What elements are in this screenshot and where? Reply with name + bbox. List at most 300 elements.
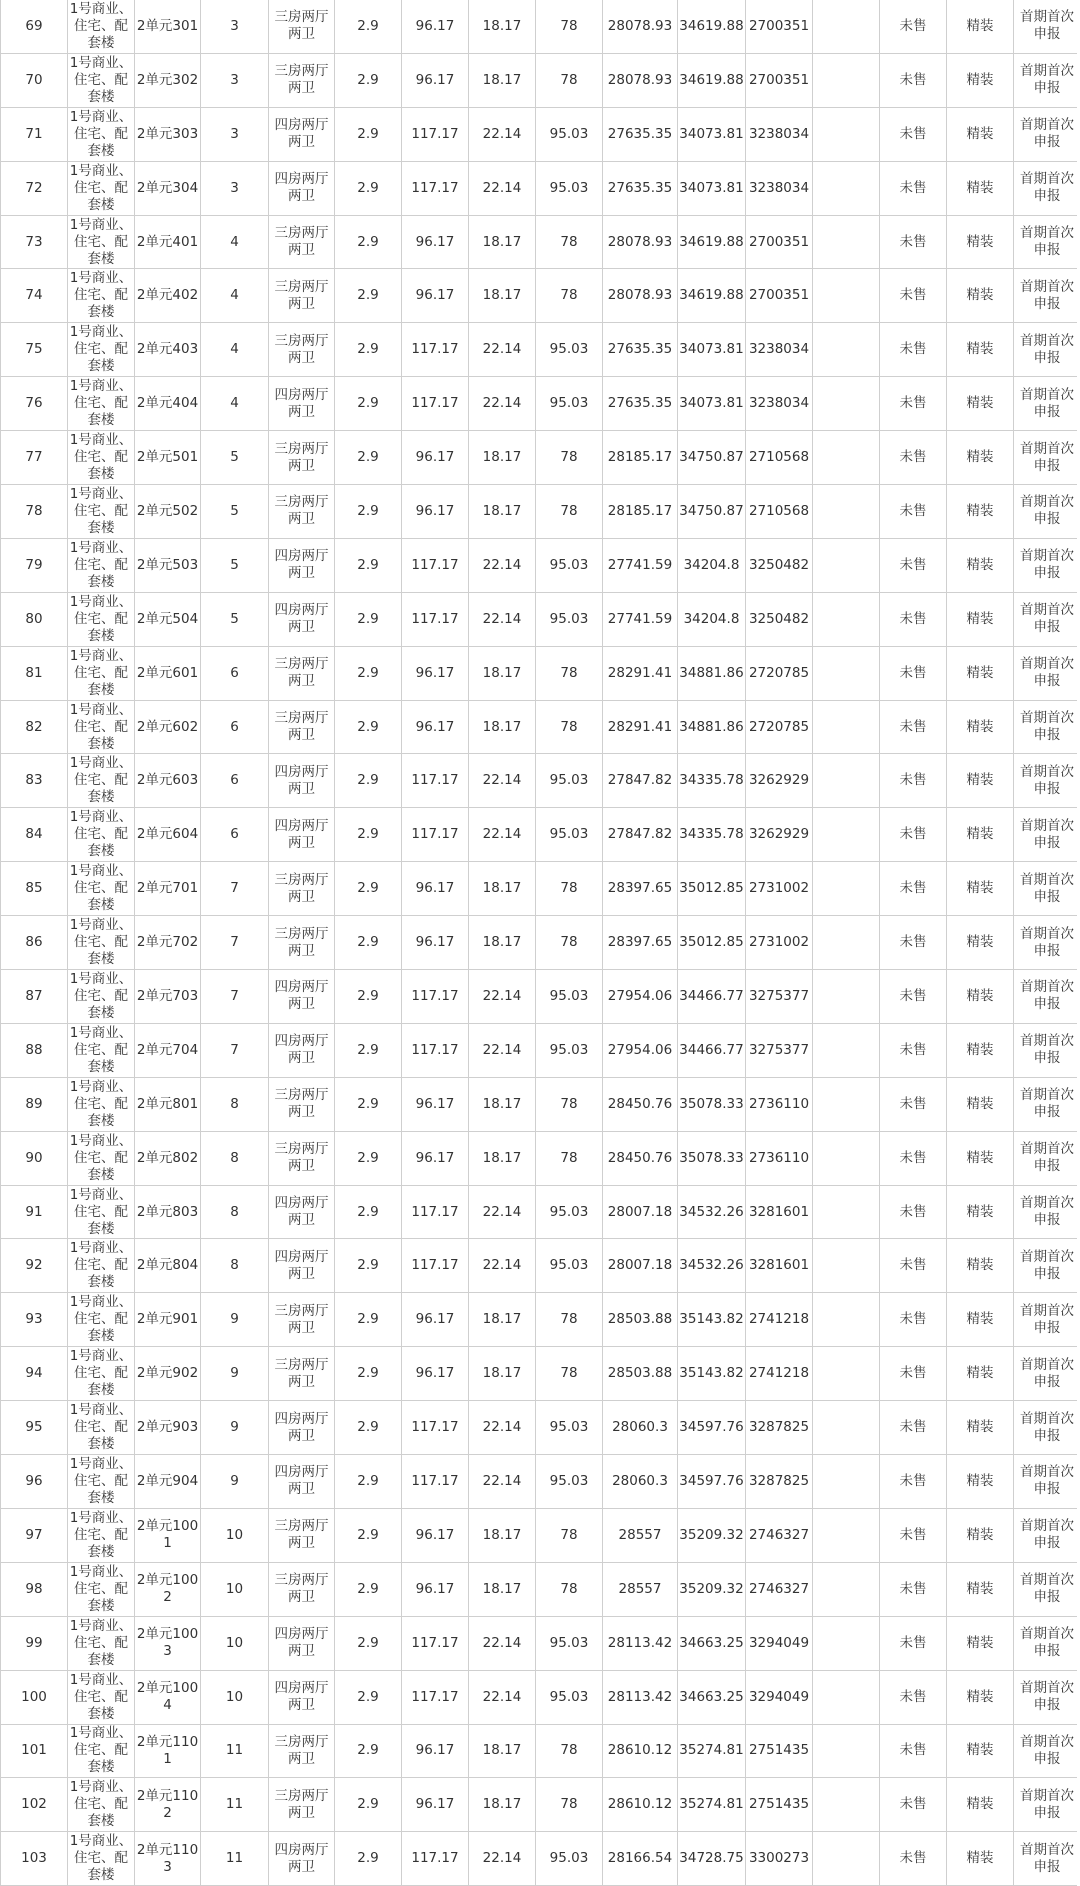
- floor-cell: 6: [201, 754, 269, 808]
- floor-cell: 7: [201, 862, 269, 916]
- total-price-cell: 2751435: [746, 1778, 813, 1832]
- table-row: [1, 1670, 1080, 1724]
- floor-cell: 5: [201, 431, 269, 485]
- batch-cell: 首期首次申报: [1014, 1401, 1080, 1455]
- table-row: [1, 538, 1080, 592]
- inner-unit-price-cell: 35078.33: [678, 1077, 746, 1131]
- batch-cell: 首期首次申报: [1014, 916, 1080, 970]
- building-area-cell: 117.17: [402, 323, 469, 377]
- building-cell: 1号商业、住宅、配套楼: [68, 1185, 135, 1239]
- note-cell: [813, 1401, 880, 1455]
- layout-cell: 三房两厅两卫: [269, 0, 335, 53]
- decoration-cell: 精装: [947, 754, 1014, 808]
- floor-height-cell: 2.9: [335, 1670, 402, 1724]
- batch-cell: 首期首次申报: [1014, 1131, 1080, 1185]
- decoration-cell: 精装: [947, 1131, 1014, 1185]
- note-cell: [813, 1023, 880, 1077]
- decoration-cell: 精装: [947, 431, 1014, 485]
- sale-status-cell: 未售: [880, 970, 947, 1024]
- batch-cell: 首期首次申报: [1014, 1077, 1080, 1131]
- row-number-cell: 72: [1, 161, 68, 215]
- layout-cell: 四房两厅两卫: [269, 592, 335, 646]
- building-cell: 1号商业、住宅、配套楼: [68, 161, 135, 215]
- building-area-cell: 96.17: [402, 269, 469, 323]
- shared-area-cell: 18.17: [469, 1077, 536, 1131]
- decoration-cell: 精装: [947, 1077, 1014, 1131]
- floor-height-cell: 2.9: [335, 485, 402, 539]
- building-area-cell: 117.17: [402, 1616, 469, 1670]
- inner-unit-price-cell: 34335.78: [678, 808, 746, 862]
- floor-cell: 4: [201, 215, 269, 269]
- floor-cell: 10: [201, 1670, 269, 1724]
- layout-cell: 三房两厅两卫: [269, 215, 335, 269]
- building-cell: 1号商业、住宅、配套楼: [68, 538, 135, 592]
- inner-area-cell: 95.03: [536, 1670, 603, 1724]
- layout-cell: 三房两厅两卫: [269, 1347, 335, 1401]
- unit-price-cell: 27741.59: [603, 538, 678, 592]
- table-row: [1, 485, 1080, 539]
- floor-cell: 3: [201, 107, 269, 161]
- total-price-cell: 2710568: [746, 485, 813, 539]
- building-cell: 1号商业、住宅、配套楼: [68, 1724, 135, 1778]
- room-number-cell: 2单元502: [135, 485, 201, 539]
- row-number-cell: 77: [1, 431, 68, 485]
- note-cell: [813, 538, 880, 592]
- shared-area-cell: 18.17: [469, 0, 536, 53]
- decoration-cell: 精装: [947, 1670, 1014, 1724]
- shared-area-cell: 22.14: [469, 538, 536, 592]
- row-number-cell: 92: [1, 1239, 68, 1293]
- layout-cell: 三房两厅两卫: [269, 1562, 335, 1616]
- building-area-cell: 96.17: [402, 700, 469, 754]
- sale-status-cell: 未售: [880, 754, 947, 808]
- building-area-cell: 117.17: [402, 161, 469, 215]
- batch-cell: 首期首次申报: [1014, 1185, 1080, 1239]
- room-number-cell: 2单元1001: [135, 1508, 201, 1562]
- inner-area-cell: 95.03: [536, 1023, 603, 1077]
- room-number-cell: 2单元1004: [135, 1670, 201, 1724]
- unit-price-cell: 28078.93: [603, 269, 678, 323]
- sale-status-cell: 未售: [880, 269, 947, 323]
- floor-height-cell: 2.9: [335, 1131, 402, 1185]
- decoration-cell: 精装: [947, 1832, 1014, 1886]
- table-row: [1, 754, 1080, 808]
- room-number-cell: 2单元702: [135, 916, 201, 970]
- floor-height-cell: 2.9: [335, 808, 402, 862]
- room-number-cell: 2单元603: [135, 754, 201, 808]
- room-number-cell: 2单元803: [135, 1185, 201, 1239]
- shared-area-cell: 18.17: [469, 1293, 536, 1347]
- unit-price-cell: 27954.06: [603, 1023, 678, 1077]
- row-number-cell: 91: [1, 1185, 68, 1239]
- building-area-cell: 117.17: [402, 970, 469, 1024]
- building-area-cell: 117.17: [402, 754, 469, 808]
- total-price-cell: 3262929: [746, 808, 813, 862]
- note-cell: [813, 1293, 880, 1347]
- inner-unit-price-cell: 34466.77: [678, 970, 746, 1024]
- batch-cell: 首期首次申报: [1014, 323, 1080, 377]
- row-number-cell: 76: [1, 377, 68, 431]
- unit-price-cell: 28291.41: [603, 700, 678, 754]
- row-number-cell: 88: [1, 1023, 68, 1077]
- floor-height-cell: 2.9: [335, 646, 402, 700]
- layout-cell: 四房两厅两卫: [269, 1023, 335, 1077]
- floor-cell: 7: [201, 970, 269, 1024]
- building-area-cell: 96.17: [402, 1293, 469, 1347]
- building-area-cell: 96.17: [402, 0, 469, 53]
- room-number-cell: 2单元903: [135, 1401, 201, 1455]
- batch-cell: 首期首次申报: [1014, 1616, 1080, 1670]
- floor-height-cell: 2.9: [335, 700, 402, 754]
- room-number-cell: 2单元902: [135, 1347, 201, 1401]
- inner-unit-price-cell: 34073.81: [678, 323, 746, 377]
- row-number-cell: 69: [1, 0, 68, 53]
- row-number-cell: 81: [1, 646, 68, 700]
- inner-area-cell: 78: [536, 1347, 603, 1401]
- building-cell: 1号商业、住宅、配套楼: [68, 1616, 135, 1670]
- room-number-cell: 2单元504: [135, 592, 201, 646]
- sale-status-cell: 未售: [880, 377, 947, 431]
- note-cell: [813, 485, 880, 539]
- inner-unit-price-cell: 35143.82: [678, 1347, 746, 1401]
- total-price-cell: 3238034: [746, 161, 813, 215]
- table-row: [1, 1562, 1080, 1616]
- floor-height-cell: 2.9: [335, 1077, 402, 1131]
- inner-unit-price-cell: 34073.81: [678, 161, 746, 215]
- layout-cell: 三房两厅两卫: [269, 1508, 335, 1562]
- unit-price-cell: 28113.42: [603, 1616, 678, 1670]
- sale-status-cell: 未售: [880, 1077, 947, 1131]
- table-row: [1, 1724, 1080, 1778]
- inner-area-cell: 95.03: [536, 1185, 603, 1239]
- building-cell: 1号商业、住宅、配套楼: [68, 1508, 135, 1562]
- decoration-cell: 精装: [947, 1616, 1014, 1670]
- inner-area-cell: 95.03: [536, 592, 603, 646]
- decoration-cell: 精装: [947, 808, 1014, 862]
- layout-cell: 三房两厅两卫: [269, 700, 335, 754]
- note-cell: [813, 916, 880, 970]
- inner-area-cell: 78: [536, 916, 603, 970]
- sale-status-cell: 未售: [880, 215, 947, 269]
- total-price-cell: 2720785: [746, 700, 813, 754]
- building-area-cell: 96.17: [402, 53, 469, 107]
- floor-height-cell: 2.9: [335, 377, 402, 431]
- building-area-cell: 117.17: [402, 808, 469, 862]
- unit-price-cell: 28060.3: [603, 1455, 678, 1509]
- total-price-cell: 3238034: [746, 323, 813, 377]
- room-number-cell: 2单元604: [135, 808, 201, 862]
- note-cell: [813, 1239, 880, 1293]
- shared-area-cell: 22.14: [469, 1455, 536, 1509]
- building-cell: 1号商业、住宅、配套楼: [68, 485, 135, 539]
- sale-status-cell: 未售: [880, 1778, 947, 1832]
- floor-cell: 10: [201, 1616, 269, 1670]
- sale-status-cell: 未售: [880, 323, 947, 377]
- inner-unit-price-cell: 34619.88: [678, 53, 746, 107]
- floor-height-cell: 2.9: [335, 1616, 402, 1670]
- inner-unit-price-cell: 35012.85: [678, 862, 746, 916]
- inner-unit-price-cell: 35078.33: [678, 1131, 746, 1185]
- row-number-cell: 84: [1, 808, 68, 862]
- total-price-cell: 3275377: [746, 970, 813, 1024]
- unit-price-cell: 28060.3: [603, 1401, 678, 1455]
- sale-status-cell: 未售: [880, 1293, 947, 1347]
- table-row: [1, 1185, 1080, 1239]
- note-cell: [813, 1185, 880, 1239]
- layout-cell: 四房两厅两卫: [269, 970, 335, 1024]
- inner-unit-price-cell: 34204.8: [678, 538, 746, 592]
- layout-cell: 四房两厅两卫: [269, 1616, 335, 1670]
- table-row: [1, 1508, 1080, 1562]
- inner-area-cell: 78: [536, 646, 603, 700]
- floor-cell: 5: [201, 538, 269, 592]
- room-number-cell: 2单元304: [135, 161, 201, 215]
- floor-height-cell: 2.9: [335, 592, 402, 646]
- decoration-cell: 精装: [947, 53, 1014, 107]
- building-area-cell: 96.17: [402, 1131, 469, 1185]
- batch-cell: 首期首次申报: [1014, 1239, 1080, 1293]
- table-row: [1, 161, 1080, 215]
- decoration-cell: 精装: [947, 862, 1014, 916]
- unit-price-cell: 28185.17: [603, 485, 678, 539]
- building-area-cell: 96.17: [402, 1077, 469, 1131]
- layout-cell: 三房两厅两卫: [269, 431, 335, 485]
- layout-cell: 三房两厅两卫: [269, 646, 335, 700]
- building-cell: 1号商业、住宅、配套楼: [68, 1401, 135, 1455]
- inner-area-cell: 95.03: [536, 754, 603, 808]
- total-price-cell: 2700351: [746, 269, 813, 323]
- table-row: [1, 916, 1080, 970]
- total-price-cell: 3300273: [746, 1832, 813, 1886]
- floor-height-cell: 2.9: [335, 1778, 402, 1832]
- batch-cell: 首期首次申报: [1014, 485, 1080, 539]
- layout-cell: 四房两厅两卫: [269, 377, 335, 431]
- sale-status-cell: 未售: [880, 1455, 947, 1509]
- unit-price-cell: 27847.82: [603, 754, 678, 808]
- shared-area-cell: 22.14: [469, 754, 536, 808]
- floor-cell: 8: [201, 1185, 269, 1239]
- batch-cell: 首期首次申报: [1014, 646, 1080, 700]
- sale-status-cell: 未售: [880, 1724, 947, 1778]
- floor-cell: 5: [201, 485, 269, 539]
- inner-area-cell: 78: [536, 1778, 603, 1832]
- building-cell: 1号商业、住宅、配套楼: [68, 916, 135, 970]
- layout-cell: 四房两厅两卫: [269, 1401, 335, 1455]
- floor-height-cell: 2.9: [335, 1293, 402, 1347]
- decoration-cell: 精装: [947, 646, 1014, 700]
- note-cell: [813, 700, 880, 754]
- batch-cell: 首期首次申报: [1014, 1778, 1080, 1832]
- layout-cell: 四房两厅两卫: [269, 808, 335, 862]
- unit-price-cell: 28450.76: [603, 1077, 678, 1131]
- layout-cell: 三房两厅两卫: [269, 1778, 335, 1832]
- unit-price-cell: 28397.65: [603, 916, 678, 970]
- inner-area-cell: 95.03: [536, 970, 603, 1024]
- floor-cell: 11: [201, 1724, 269, 1778]
- inner-area-cell: 78: [536, 1131, 603, 1185]
- inner-unit-price-cell: 34663.25: [678, 1616, 746, 1670]
- sale-status-cell: 未售: [880, 1239, 947, 1293]
- building-area-cell: 117.17: [402, 538, 469, 592]
- decoration-cell: 精装: [947, 1724, 1014, 1778]
- inner-area-cell: 95.03: [536, 538, 603, 592]
- row-number-cell: 87: [1, 970, 68, 1024]
- table-row: [1, 1239, 1080, 1293]
- inner-area-cell: 95.03: [536, 377, 603, 431]
- floor-height-cell: 2.9: [335, 1185, 402, 1239]
- layout-cell: 三房两厅两卫: [269, 916, 335, 970]
- total-price-cell: 2741218: [746, 1293, 813, 1347]
- building-cell: 1号商业、住宅、配套楼: [68, 377, 135, 431]
- floor-cell: 7: [201, 916, 269, 970]
- floor-cell: 8: [201, 1077, 269, 1131]
- note-cell: [813, 269, 880, 323]
- room-number-cell: 2单元703: [135, 970, 201, 1024]
- decoration-cell: 精装: [947, 1185, 1014, 1239]
- layout-cell: 三房两厅两卫: [269, 1293, 335, 1347]
- shared-area-cell: 22.14: [469, 1023, 536, 1077]
- note-cell: [813, 1724, 880, 1778]
- shared-area-cell: 22.14: [469, 592, 536, 646]
- total-price-cell: 3294049: [746, 1670, 813, 1724]
- row-number-cell: 82: [1, 700, 68, 754]
- layout-cell: 三房两厅两卫: [269, 323, 335, 377]
- inner-area-cell: 78: [536, 1724, 603, 1778]
- total-price-cell: 2741218: [746, 1347, 813, 1401]
- row-number-cell: 89: [1, 1077, 68, 1131]
- batch-cell: 首期首次申报: [1014, 107, 1080, 161]
- room-number-cell: 2单元403: [135, 323, 201, 377]
- table-row: [1, 377, 1080, 431]
- sale-status-cell: 未售: [880, 916, 947, 970]
- floor-cell: 3: [201, 0, 269, 53]
- row-number-cell: 93: [1, 1293, 68, 1347]
- inner-unit-price-cell: 34881.86: [678, 646, 746, 700]
- note-cell: [813, 0, 880, 53]
- sale-status-cell: 未售: [880, 1131, 947, 1185]
- sale-status-cell: 未售: [880, 808, 947, 862]
- decoration-cell: 精装: [947, 1293, 1014, 1347]
- sale-status-cell: 未售: [880, 1508, 947, 1562]
- sale-status-cell: 未售: [880, 1401, 947, 1455]
- decoration-cell: 精装: [947, 700, 1014, 754]
- floor-height-cell: 2.9: [335, 215, 402, 269]
- note-cell: [813, 107, 880, 161]
- floor-cell: 6: [201, 700, 269, 754]
- building-cell: 1号商业、住宅、配套楼: [68, 592, 135, 646]
- building-area-cell: 96.17: [402, 1778, 469, 1832]
- row-number-cell: 74: [1, 269, 68, 323]
- table-row: [1, 215, 1080, 269]
- unit-price-cell: 27847.82: [603, 808, 678, 862]
- room-number-cell: 2单元402: [135, 269, 201, 323]
- batch-cell: 首期首次申报: [1014, 862, 1080, 916]
- note-cell: [813, 323, 880, 377]
- sale-status-cell: 未售: [880, 161, 947, 215]
- note-cell: [813, 808, 880, 862]
- building-cell: 1号商业、住宅、配套楼: [68, 107, 135, 161]
- total-price-cell: 2720785: [746, 646, 813, 700]
- batch-cell: 首期首次申报: [1014, 377, 1080, 431]
- batch-cell: 首期首次申报: [1014, 1023, 1080, 1077]
- building-cell: 1号商业、住宅、配套楼: [68, 1239, 135, 1293]
- inner-area-cell: 78: [536, 700, 603, 754]
- building-cell: 1号商业、住宅、配套楼: [68, 754, 135, 808]
- layout-cell: 三房两厅两卫: [269, 1131, 335, 1185]
- shared-area-cell: 22.14: [469, 1401, 536, 1455]
- room-number-cell: 2单元501: [135, 431, 201, 485]
- building-cell: 1号商业、住宅、配套楼: [68, 53, 135, 107]
- decoration-cell: 精装: [947, 538, 1014, 592]
- unit-price-cell: 28503.88: [603, 1347, 678, 1401]
- shared-area-cell: 18.17: [469, 1347, 536, 1401]
- building-area-cell: 96.17: [402, 485, 469, 539]
- floor-cell: 9: [201, 1293, 269, 1347]
- building-cell: 1号商业、住宅、配套楼: [68, 862, 135, 916]
- decoration-cell: 精装: [947, 1562, 1014, 1616]
- room-number-cell: 2单元904: [135, 1455, 201, 1509]
- note-cell: [813, 862, 880, 916]
- floor-height-cell: 2.9: [335, 862, 402, 916]
- shared-area-cell: 22.14: [469, 1832, 536, 1886]
- row-number-cell: 86: [1, 916, 68, 970]
- decoration-cell: 精装: [947, 1023, 1014, 1077]
- decoration-cell: 精装: [947, 161, 1014, 215]
- building-cell: 1号商业、住宅、配套楼: [68, 323, 135, 377]
- table-row: [1, 431, 1080, 485]
- sale-status-cell: 未售: [880, 700, 947, 754]
- floor-cell: 10: [201, 1562, 269, 1616]
- unit-price-cell: 27741.59: [603, 592, 678, 646]
- table-body: [1, 0, 1080, 1886]
- inner-area-cell: 95.03: [536, 323, 603, 377]
- shared-area-cell: 18.17: [469, 269, 536, 323]
- room-number-cell: 2单元1103: [135, 1832, 201, 1886]
- table-row: [1, 269, 1080, 323]
- inner-unit-price-cell: 34663.25: [678, 1670, 746, 1724]
- floor-cell: 4: [201, 377, 269, 431]
- unit-price-cell: 28557: [603, 1562, 678, 1616]
- table-row: [1, 808, 1080, 862]
- row-number-cell: 70: [1, 53, 68, 107]
- shared-area-cell: 18.17: [469, 646, 536, 700]
- sale-status-cell: 未售: [880, 1347, 947, 1401]
- room-number-cell: 2单元401: [135, 215, 201, 269]
- batch-cell: 首期首次申报: [1014, 161, 1080, 215]
- decoration-cell: 精装: [947, 1778, 1014, 1832]
- room-number-cell: 2单元1002: [135, 1562, 201, 1616]
- floor-height-cell: 2.9: [335, 0, 402, 53]
- table-row: [1, 1293, 1080, 1347]
- inner-area-cell: 78: [536, 485, 603, 539]
- shared-area-cell: 22.14: [469, 377, 536, 431]
- sale-status-cell: 未售: [880, 1562, 947, 1616]
- floor-cell: 6: [201, 808, 269, 862]
- inner-area-cell: 78: [536, 1077, 603, 1131]
- inner-unit-price-cell: 34728.75: [678, 1832, 746, 1886]
- batch-cell: 首期首次申报: [1014, 592, 1080, 646]
- note-cell: [813, 754, 880, 808]
- inner-unit-price-cell: 34073.81: [678, 377, 746, 431]
- batch-cell: 首期首次申报: [1014, 1832, 1080, 1886]
- building-cell: 1号商业、住宅、配套楼: [68, 1347, 135, 1401]
- table-row: [1, 1455, 1080, 1509]
- sale-status-cell: 未售: [880, 1185, 947, 1239]
- layout-cell: 四房两厅两卫: [269, 1832, 335, 1886]
- note-cell: [813, 1347, 880, 1401]
- row-number-cell: 75: [1, 323, 68, 377]
- decoration-cell: 精装: [947, 1239, 1014, 1293]
